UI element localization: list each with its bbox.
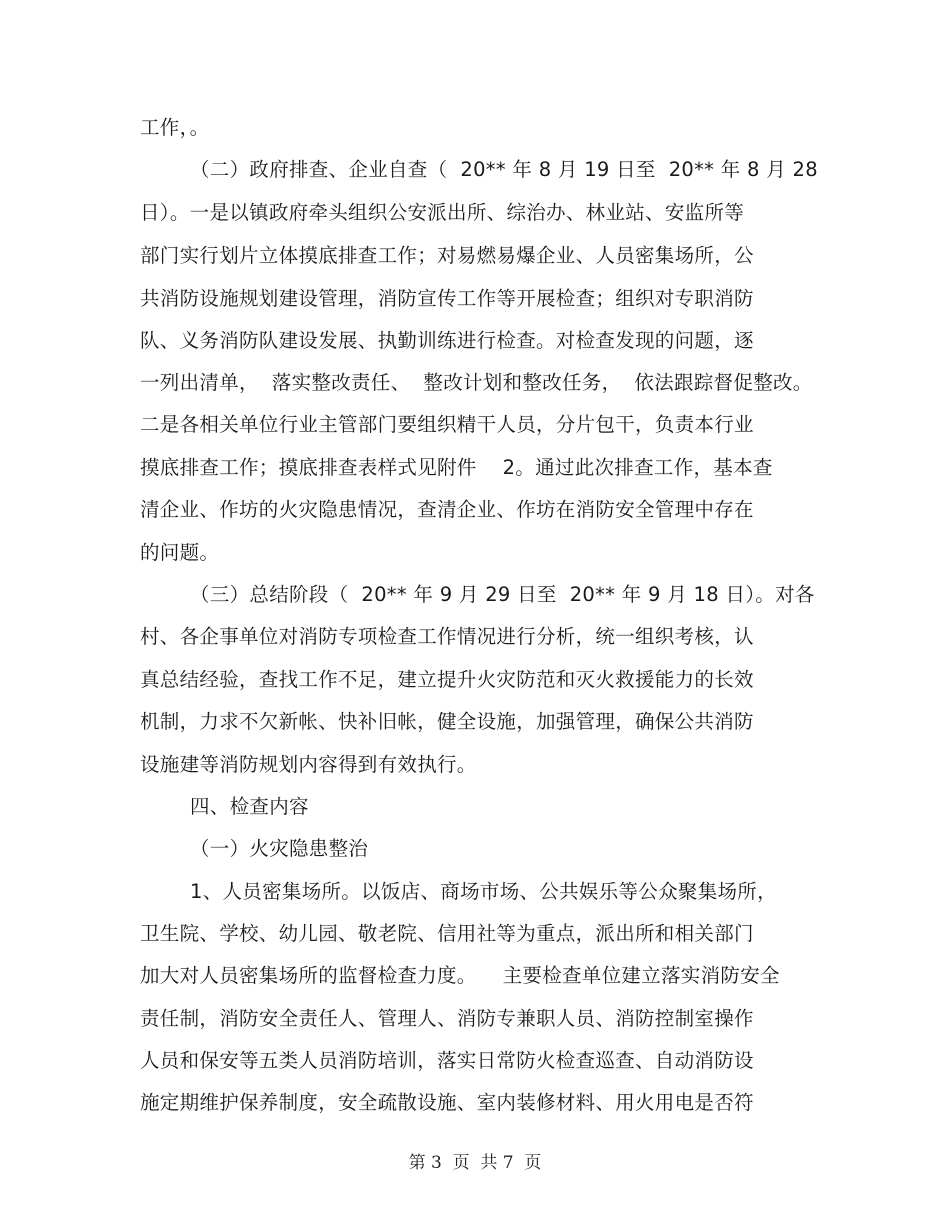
text-line: 一列出清单， 落实整改责任、 整改计划和整改任务， 依法跟踪督促整改。 <box>140 371 813 394</box>
text-line: 摸底排查工作；摸底排查表样式见附件 2。通过此次排查工作，基本查 <box>140 456 773 479</box>
text-line: 机制，力求不欠新帐、快补旧帐，健全设施，加强管理，确保公共消防 <box>140 710 754 733</box>
text-line: 二是各相关单位行业主管部门要组织精干人员，分片包干，负责本行业 <box>140 413 754 436</box>
text-line: 清企业、作坊的火灾隐患情况，查清企业、作坊在消防安全管理中存在 <box>140 498 754 521</box>
text-line: 部门实行划片立体摸底排查工作；对易燃易爆企业、人员密集场所，公 <box>140 244 754 267</box>
text-line: 加大对人员密集场所的监督检查力度。 主要检查单位建立落实消防安全 <box>140 964 780 987</box>
text-line: 队、义务消防队建设发展、执勤训练进行检查。对检查发现的问题，逐 <box>140 329 754 352</box>
text-line: 卫生院、学校、幼儿园、敬老院、信用社等为重点，派出所和相关部门 <box>140 922 754 945</box>
text-line: 村、各企事单位对消防专项检查工作情况进行分析，统一组织考核，认 <box>140 625 754 648</box>
text-line: 设施建等消防规划内容得到有效执行。 <box>140 753 477 776</box>
text-line: 共消防设施规划建设管理，消防宣传工作等开展检查；组织对专职消防 <box>140 287 754 310</box>
page-number-footer: 第 3 页 共 7 页 <box>408 1153 542 1173</box>
subsection-heading: （一）火灾隐患整治 <box>190 837 369 860</box>
text-line: 人员和保安等五类人员消防培训，落实日常防火检查巡查、自动消防设 <box>140 1049 754 1072</box>
text-line: （二）政府排查、企业自查（ 20** 年 8 月 19 日至 20** 年 8 月 28 <box>190 158 818 181</box>
text-line: 工作，。 <box>140 116 210 139</box>
text-line: 的问题。 <box>140 541 220 564</box>
section-heading: 四、检查内容 <box>190 795 309 818</box>
text-line: 施定期维护保养制度，安全疏散设施、室内装修材料、用火用电是否符 <box>140 1091 754 1114</box>
text-line: 日）。一是以镇政府牵头组织公安派出所、综治办、林业站、安监所等 <box>140 201 745 224</box>
text-line: 1、人员密集场所。以饭店、商场市场、公共娱乐等公众聚集场所， <box>190 880 777 903</box>
text-line: 真总结经验，查找工作不足，建立提升火灾防范和灭火救援能力的长效 <box>140 668 754 691</box>
text-line: 责任制，消防安全责任人、管理人、消防专兼职人员、消防控制室操作 <box>140 1007 754 1030</box>
text-line: （三）总结阶段（ 20** 年 9 月 29 日至 20** 年 9 月 18 日）。对各 <box>190 583 815 606</box>
